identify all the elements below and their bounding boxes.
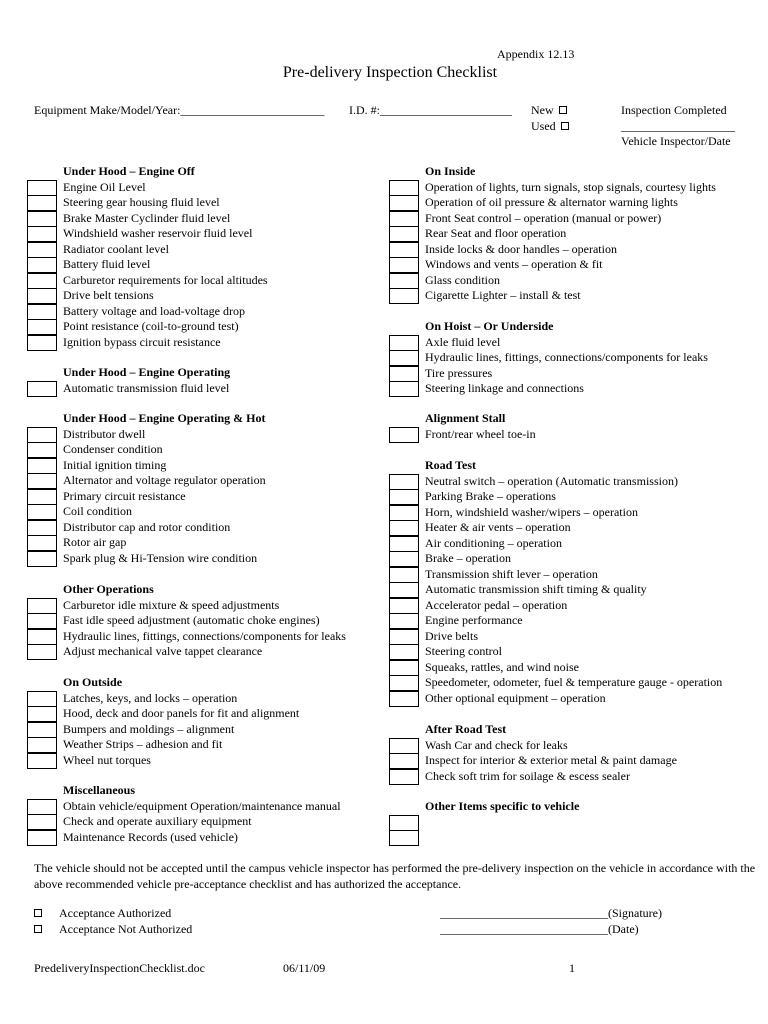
item-label: Inside locks & door handles – operation <box>425 241 617 256</box>
checkbox[interactable] <box>389 753 419 769</box>
section-title: After Road Test <box>425 722 507 736</box>
item-label: Wash Car and check for leaks <box>425 737 568 752</box>
section-title: On Hoist – Or Underside <box>425 319 554 333</box>
check-row <box>425 675 722 691</box>
item-label: Distributor dwell <box>63 426 146 441</box>
item-label: Hydraulic lines, fittings, connections/components for leaks <box>63 628 346 643</box>
item-label: Hood, deck and door panels for fit and alignment <box>63 706 300 720</box>
check-row <box>63 551 266 567</box>
item-label: Accelerator pedal – operation <box>425 597 568 612</box>
check-row <box>63 535 266 551</box>
item-label: Maintenance Records (used vehicle) <box>63 829 238 844</box>
check-row <box>425 180 716 196</box>
checkbox[interactable] <box>27 180 57 196</box>
footer-filename: PredeliveryInspectionChecklist.doc <box>34 961 205 975</box>
appendix-label: Appendix 12.13 <box>497 47 575 61</box>
section-other-operations <box>63 582 346 660</box>
new-label: New <box>531 103 554 117</box>
check-row <box>425 815 579 831</box>
used-label: Used <box>531 119 556 133</box>
acceptance-authorized-option <box>34 906 171 921</box>
check-row <box>425 273 716 289</box>
check-row <box>425 366 708 382</box>
item-label: Carburetor idle mixture & speed adjustments <box>63 597 280 612</box>
checkbox[interactable] <box>389 613 419 629</box>
check-row <box>63 427 266 443</box>
check-row <box>425 660 722 676</box>
item-label: Brake Master Cyclinder fluid level <box>63 210 231 225</box>
item-label: Battery fluid level <box>63 257 151 271</box>
new-option <box>531 103 567 118</box>
checkbox[interactable] <box>389 474 419 490</box>
checkbox[interactable] <box>389 366 419 382</box>
section-under-hood-engine-operating <box>63 365 230 396</box>
check-row <box>63 226 268 242</box>
checkbox[interactable] <box>389 273 419 289</box>
check-row <box>425 598 722 614</box>
acceptance-not-authorized-label: Acceptance Not Authorized <box>59 922 193 936</box>
item-label: Check soft trim for soilage & escess sealer <box>425 768 630 783</box>
section-alignment-stall <box>425 411 536 442</box>
section-title: Alignment Stall <box>425 411 506 425</box>
checkbox[interactable] <box>27 473 57 489</box>
item-label: Ignition bypass circuit resistance <box>63 334 221 349</box>
check-row <box>425 567 722 583</box>
item-label: Engine Oil Level <box>63 179 146 194</box>
check-row <box>63 195 268 211</box>
item-label: Windshield washer reservoir fluid level <box>63 226 253 240</box>
acceptance-authorized-checkbox[interactable] <box>34 909 42 917</box>
item-label: Check and operate auxiliary equipment <box>63 814 252 828</box>
checkbox[interactable] <box>27 722 57 738</box>
item-label: Operation of lights, turn signals, stop signals, courtesy lights <box>425 179 716 194</box>
item-label: Weather Strips – adhesion and fit <box>63 737 223 751</box>
checkbox[interactable] <box>27 613 57 629</box>
checkbox[interactable] <box>389 738 419 754</box>
check-row <box>425 613 722 629</box>
checkbox[interactable] <box>27 520 57 536</box>
checkbox[interactable] <box>389 242 419 258</box>
checkbox[interactable] <box>389 660 419 676</box>
check-row <box>63 489 266 505</box>
check-row <box>63 520 266 536</box>
item-label: Cigarette Lighter – install & test <box>425 288 581 302</box>
item-label: Spark plug & Hi-Tension wire condition <box>63 550 258 565</box>
checkbox[interactable] <box>27 381 57 397</box>
checkbox[interactable] <box>27 551 57 567</box>
section-title: Under Hood – Engine Operating <box>63 365 231 379</box>
check-row <box>63 211 268 227</box>
item-label: Horn, windshield washer/wipers – operation <box>425 504 638 519</box>
item-label: Front Seat control – operation (manual or power) <box>425 210 662 225</box>
section-title: Under Hood – Engine Operating & Hot <box>63 411 266 425</box>
checkbox[interactable] <box>27 458 57 474</box>
section-on-outside <box>63 675 299 768</box>
check-row <box>425 211 716 227</box>
checkbox[interactable] <box>389 691 419 707</box>
item-label: Point resistance (coil-to-ground test) <box>63 319 239 333</box>
item-label: Engine performance <box>425 613 523 627</box>
checkbox[interactable] <box>27 830 57 846</box>
item-label: Obtain vehicle/equipment Operation/maintenance manual <box>63 798 341 813</box>
item-label: Speedometer, odometer, fuel & temperature gauge - operation <box>425 675 723 689</box>
section-under-hood-engine-operating-hot <box>63 411 266 566</box>
item-label: Drive belts <box>425 628 478 643</box>
check-row <box>63 814 341 830</box>
checkbox[interactable] <box>389 830 419 846</box>
checkbox[interactable] <box>27 644 57 660</box>
checkbox[interactable] <box>389 675 419 691</box>
section-title: On Inside <box>425 164 476 178</box>
check-row <box>425 226 716 242</box>
checkbox[interactable] <box>389 489 419 505</box>
checkbox[interactable] <box>389 381 419 397</box>
check-row <box>63 691 299 707</box>
check-row <box>425 474 722 490</box>
checkbox[interactable] <box>27 442 57 458</box>
check-row <box>63 644 346 660</box>
item-label: Condenser condition <box>63 442 163 456</box>
section-road-test <box>425 458 722 706</box>
item-label: Alternator and voltage regulator operation <box>63 473 266 487</box>
check-row <box>425 629 722 645</box>
item-label: Windows and vents – operation & fit <box>425 257 603 271</box>
check-row <box>425 350 708 366</box>
checkbox[interactable] <box>27 319 57 335</box>
check-row <box>63 242 268 258</box>
footer-date: 06/11/09 <box>283 961 326 975</box>
checkbox[interactable] <box>389 195 419 211</box>
item-label: Axle fluid level <box>425 334 501 349</box>
check-row <box>63 319 268 335</box>
item-label: Bumpers and moldings – alignment <box>63 721 235 736</box>
item-label: Radiator coolant level <box>63 241 169 256</box>
check-row <box>63 629 346 645</box>
checkbox[interactable] <box>389 582 419 598</box>
item-label: Squeaks, rattles, and wind noise <box>425 659 579 674</box>
acceptance-not-authorized-option <box>34 922 192 937</box>
acceptance-authorized-label: Acceptance Authorized <box>59 906 172 920</box>
checkbox[interactable] <box>389 211 419 227</box>
checkbox[interactable] <box>27 304 57 320</box>
item-label: Drive belt tensions <box>63 288 154 302</box>
checkbox[interactable] <box>389 598 419 614</box>
checkbox[interactable] <box>27 195 57 211</box>
checkbox[interactable] <box>27 691 57 707</box>
checkbox[interactable] <box>389 769 419 785</box>
check-row <box>425 381 708 397</box>
section-under-hood-engine-off <box>63 164 268 350</box>
checkbox[interactable] <box>27 535 57 551</box>
item-label: Steering linkage and connections <box>425 381 584 395</box>
check-row <box>63 304 268 320</box>
footer-page-number: 1 <box>569 961 575 975</box>
section-after-road-test <box>425 722 677 784</box>
section-title: Road Test <box>425 458 477 472</box>
equipment-field: Equipment Make/Model/Year:________________________ <box>34 103 325 117</box>
check-row <box>63 613 346 629</box>
item-label: Automatic transmission fluid level <box>63 380 230 395</box>
checkbox[interactable] <box>389 629 419 645</box>
checkbox[interactable] <box>389 335 419 351</box>
check-row <box>63 273 268 289</box>
acceptance-note: The vehicle should not be accepted until the campus vehicle inspector has performed the pre-delivery inspection on the vehicle in accordance with the above recommended vehicle pre-acceptance checklist and has authorized the acceptance. <box>34 861 756 891</box>
acceptance-not-authorized-checkbox[interactable] <box>34 925 42 933</box>
checkbox[interactable] <box>27 629 57 645</box>
check-row <box>425 753 677 769</box>
item-label: Neutral switch – operation (Automatic transmission) <box>425 473 678 488</box>
signature-line: ____________________________(Signature) <box>440 906 662 920</box>
check-row <box>63 473 266 489</box>
vehicle-inspector-label: Vehicle Inspector/Date <box>621 134 731 148</box>
item-label: Glass condition <box>425 272 500 287</box>
checkbox[interactable] <box>27 814 57 830</box>
check-row <box>63 598 346 614</box>
check-row <box>63 442 266 458</box>
item-label: Transmission shift lever – operation <box>425 566 598 581</box>
used-option <box>531 119 569 134</box>
check-row <box>425 520 722 536</box>
item-label: Steering control <box>425 644 502 658</box>
check-row <box>425 536 722 552</box>
checkbox[interactable] <box>389 226 419 242</box>
checkbox[interactable] <box>389 427 419 443</box>
item-label: Heater & air vents – operation <box>425 520 571 534</box>
check-row <box>425 242 716 258</box>
inspection-completed-label: Inspection Completed <box>621 103 727 117</box>
section-title: Other Operations <box>63 582 154 596</box>
item-label: Carburetor requirements for local altitudes <box>63 272 268 287</box>
checkbox[interactable] <box>27 226 57 242</box>
item-label: Rear Seat and floor operation <box>425 226 567 240</box>
item-label: Other optional equipment – operation <box>425 690 606 705</box>
section-title: Other Items specific to vehicle <box>425 799 580 813</box>
checkbox[interactable] <box>389 520 419 536</box>
check-row <box>425 551 722 567</box>
checkbox[interactable] <box>27 737 57 753</box>
item-label: Primary circuit resistance <box>63 488 186 503</box>
check-row <box>425 427 536 443</box>
check-row <box>425 691 722 707</box>
section-on-inside <box>425 164 716 304</box>
checkbox[interactable] <box>389 567 419 583</box>
check-row <box>425 257 716 273</box>
id-field: I.D. #:______________________ <box>349 103 512 117</box>
section-other-items <box>425 799 579 846</box>
section-title: On Outside <box>63 675 123 689</box>
item-label: Operation of oil pressure & alternator warning lights <box>425 195 678 209</box>
check-row <box>425 195 716 211</box>
checkbox[interactable] <box>27 211 57 227</box>
check-row <box>63 737 299 753</box>
checkbox[interactable] <box>27 335 57 351</box>
check-row <box>63 799 341 815</box>
check-row <box>63 257 268 273</box>
check-row <box>63 381 230 397</box>
checkbox[interactable] <box>389 257 419 273</box>
checkbox[interactable] <box>389 815 419 831</box>
check-row <box>425 644 722 660</box>
check-row <box>63 504 266 520</box>
check-row <box>63 288 268 304</box>
checkbox[interactable] <box>389 505 419 521</box>
checkbox[interactable] <box>389 536 419 552</box>
item-label: Adjust mechanical valve tappet clearance <box>63 644 263 658</box>
checkbox[interactable] <box>27 598 57 614</box>
check-row <box>63 722 299 738</box>
checkbox[interactable] <box>27 799 57 815</box>
check-row <box>63 830 341 846</box>
section-miscellaneous <box>63 783 341 845</box>
item-label: Coil condition <box>63 504 132 518</box>
item-label: Tire pressures <box>425 365 493 380</box>
section-title: Miscellaneous <box>63 783 135 797</box>
new-checkbox[interactable] <box>559 106 567 114</box>
check-row <box>425 288 716 304</box>
item-label: Latches, keys, and locks – operation <box>63 690 238 705</box>
check-row <box>425 830 579 846</box>
check-row <box>63 180 268 196</box>
item-label: Wheel nut torques <box>63 752 151 767</box>
item-label: Fast idle speed adjustment (automatic choke engines) <box>63 613 320 627</box>
date-line: ____________________________(Date) <box>440 922 639 936</box>
item-label: Rotor air gap <box>63 535 127 549</box>
checkbox[interactable] <box>27 288 57 304</box>
checkbox[interactable] <box>389 350 419 366</box>
item-label: Parking Brake – operations <box>425 489 556 503</box>
item-label: Initial ignition timing <box>63 457 167 472</box>
check-row <box>425 738 677 754</box>
item-label: Steering gear housing fluid level <box>63 195 220 209</box>
checkbox[interactable] <box>27 242 57 258</box>
checkbox[interactable] <box>389 644 419 660</box>
item-label: Distributor cap and rotor condition <box>63 519 231 534</box>
check-row <box>425 582 722 598</box>
check-row <box>425 335 708 351</box>
item-label: Automatic transmission shift timing & quality <box>425 582 647 596</box>
check-row <box>425 769 677 785</box>
item-label: Hydraulic lines, fittings, connections/components for leaks <box>425 350 708 364</box>
checkbox[interactable] <box>389 288 419 304</box>
item-label: Brake – operation <box>425 551 511 565</box>
check-row <box>63 335 268 351</box>
checkbox[interactable] <box>27 706 57 722</box>
check-row <box>63 706 299 722</box>
used-checkbox[interactable] <box>561 122 569 130</box>
checkbox[interactable] <box>27 273 57 289</box>
checkbox[interactable] <box>27 504 57 520</box>
page-title: Pre-delivery Inspection Checklist <box>282 64 498 81</box>
checkbox[interactable] <box>27 753 57 769</box>
check-row <box>63 753 299 769</box>
check-row <box>425 489 722 505</box>
section-on-hoist <box>425 319 708 397</box>
checkbox[interactable] <box>389 180 419 196</box>
checkbox[interactable] <box>27 257 57 273</box>
check-row <box>63 458 266 474</box>
checkbox[interactable] <box>27 427 57 443</box>
check-row <box>425 505 722 521</box>
item-label: Air conditioning – operation <box>425 535 562 550</box>
item-label: Battery voltage and load-voltage drop <box>63 303 245 318</box>
checkbox[interactable] <box>389 551 419 567</box>
section-title: Under Hood – Engine Off <box>63 164 195 178</box>
inspector-signature-line: ___________________ <box>621 119 735 133</box>
item-label: Front/rear wheel toe-in <box>425 426 536 441</box>
item-label: Inspect for interior & exterior metal & paint damage <box>425 753 677 767</box>
checkbox[interactable] <box>27 489 57 505</box>
